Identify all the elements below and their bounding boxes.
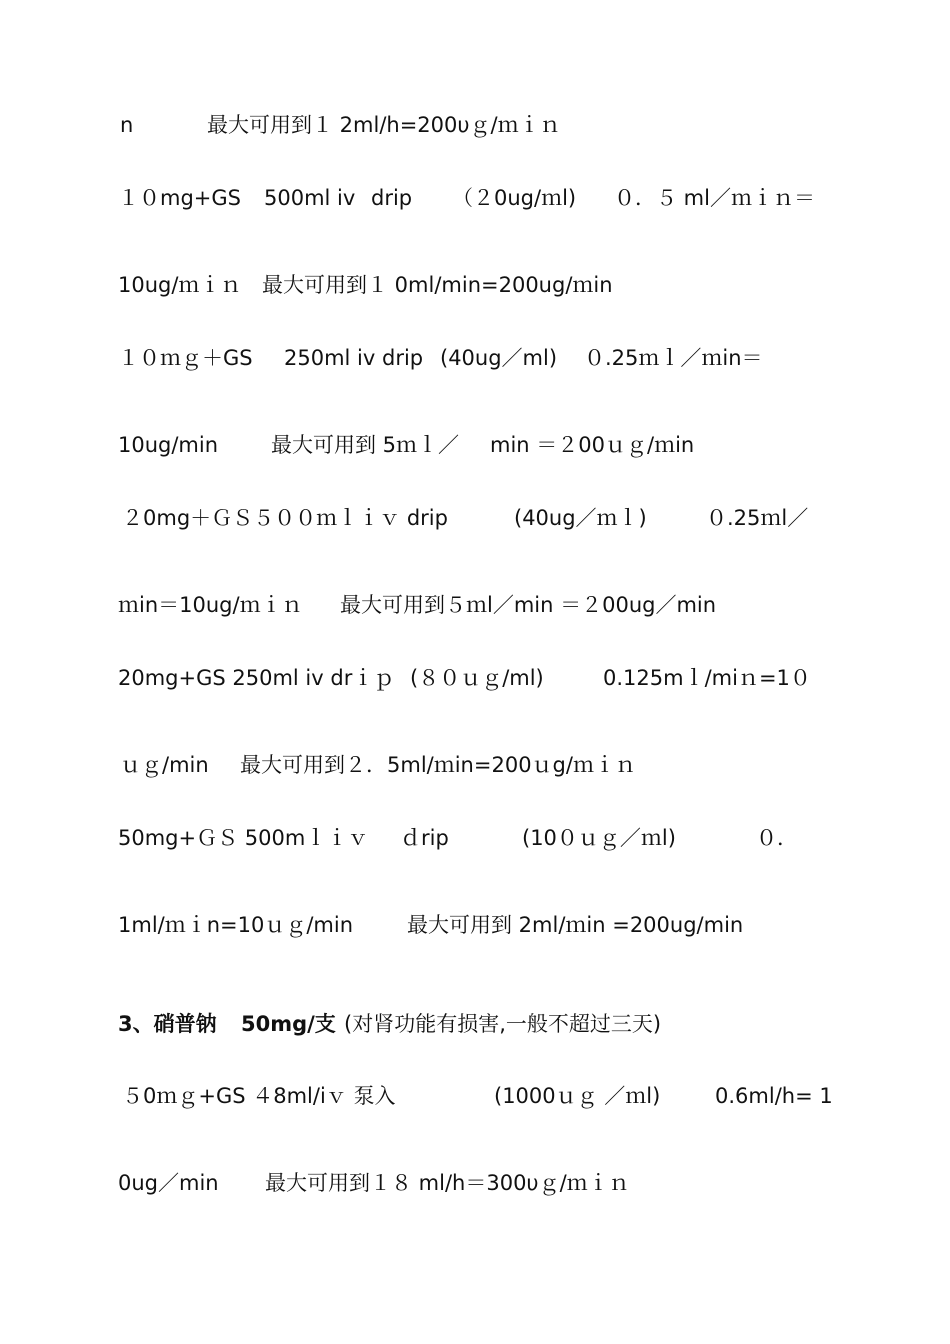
text-segment: 最大可用到１８ ml/h＝300υｇ/ｍｉｎ [265, 1171, 630, 1195]
text-segment: 1ml/ｍｉn=10ｕｇ/min [118, 913, 354, 937]
text-segment: (８０ｕｇ/ml) [410, 666, 544, 690]
text-segment: 最大可用到１ 0ml/min=200ug/ｍin [262, 273, 613, 297]
text-segment: 最大可用到５ｍl／min ＝２00ug／min [340, 593, 717, 617]
text-segment: 10ug/ｍｉｎ [118, 273, 242, 297]
text-segment: 20mg+GS 250ml iv drｉｐ [118, 666, 395, 690]
text-segment: ｄrip [400, 826, 449, 850]
text-line [0, 1168, 950, 1198]
text-line [0, 110, 950, 140]
text-segment: 0.6ml/h= 1 [715, 1084, 833, 1108]
text-segment: ０.25ｍl／ [706, 506, 809, 530]
text-line [0, 1081, 950, 1111]
text-segment: min ＝２00ｕｇ/ｍin [490, 433, 695, 457]
text-segment: 250ml iv drip [284, 346, 424, 370]
text-line [0, 503, 950, 533]
text-line [0, 590, 950, 620]
text-segment: (40ug／ml) [440, 346, 558, 370]
text-segment: 10ug/min [118, 433, 219, 457]
text-line [0, 430, 950, 460]
text-segment: 0.125mｌ/miｎ=1０ [603, 666, 811, 690]
heading-drug-name: 3、硝普钠 [118, 1012, 217, 1036]
text-line [0, 663, 950, 693]
text-segment: 最大可用到２．5ml/ｍin=200ｕg/ｍｉｎ [240, 753, 636, 777]
text-segment: 最大可用到 2ml/ｍin =200ug/min [407, 913, 744, 937]
text-line [0, 750, 950, 780]
text-segment: ５0ｍｇ+GS ４8ml/iｖ 泵入 [122, 1084, 396, 1108]
text-line [0, 910, 950, 940]
text-segment: drip [371, 186, 413, 210]
text-segment: １０ｍｇ＋GS [118, 346, 253, 370]
text-line [0, 343, 950, 373]
text-segment: 50mg+ＧＳ 500mｌｉｖ [118, 826, 369, 850]
text-segment: 500ml iv [264, 186, 356, 210]
text-segment: (40ug／ｍｌ) [514, 506, 647, 530]
text-line [0, 183, 950, 213]
text-segment: ２0mg＋ＧＳ５００ｍｌｉｖ drip [122, 506, 448, 530]
text-segment: ０．５ ml／ｍｉｎ＝ [614, 186, 815, 210]
text-line [0, 823, 950, 853]
section-heading [0, 1009, 950, 1039]
text-segment: ０． [756, 826, 798, 850]
text-segment: （２0ug/ｍl) [452, 186, 577, 210]
heading-dose-per-vial: 50mg/支 [241, 1012, 336, 1036]
text-segment: (10０ｕｇ／ｍl) [522, 826, 676, 850]
text-line [0, 270, 950, 300]
heading-note: (对肾功能有损害,一般不超过三天) [344, 1012, 662, 1036]
text-segment: 最大可用到 5ｍｌ／ [271, 433, 460, 457]
text-segment: n [120, 113, 134, 137]
text-segment: １０mg+GS [118, 186, 241, 210]
text-segment: ０.25ｍｌ／ｍin＝ [584, 346, 763, 370]
text-segment: ｕｇ/min [120, 753, 209, 777]
text-segment: 最大可用到１ 2ml/h=200υｇ/ｍｉｎ [207, 113, 561, 137]
text-segment: 0ug／min [118, 1171, 219, 1195]
text-segment: ｍin＝10ug/ｍｉｎ [118, 593, 303, 617]
text-segment: (1000ｕｇ ／ｍl) [494, 1084, 661, 1108]
